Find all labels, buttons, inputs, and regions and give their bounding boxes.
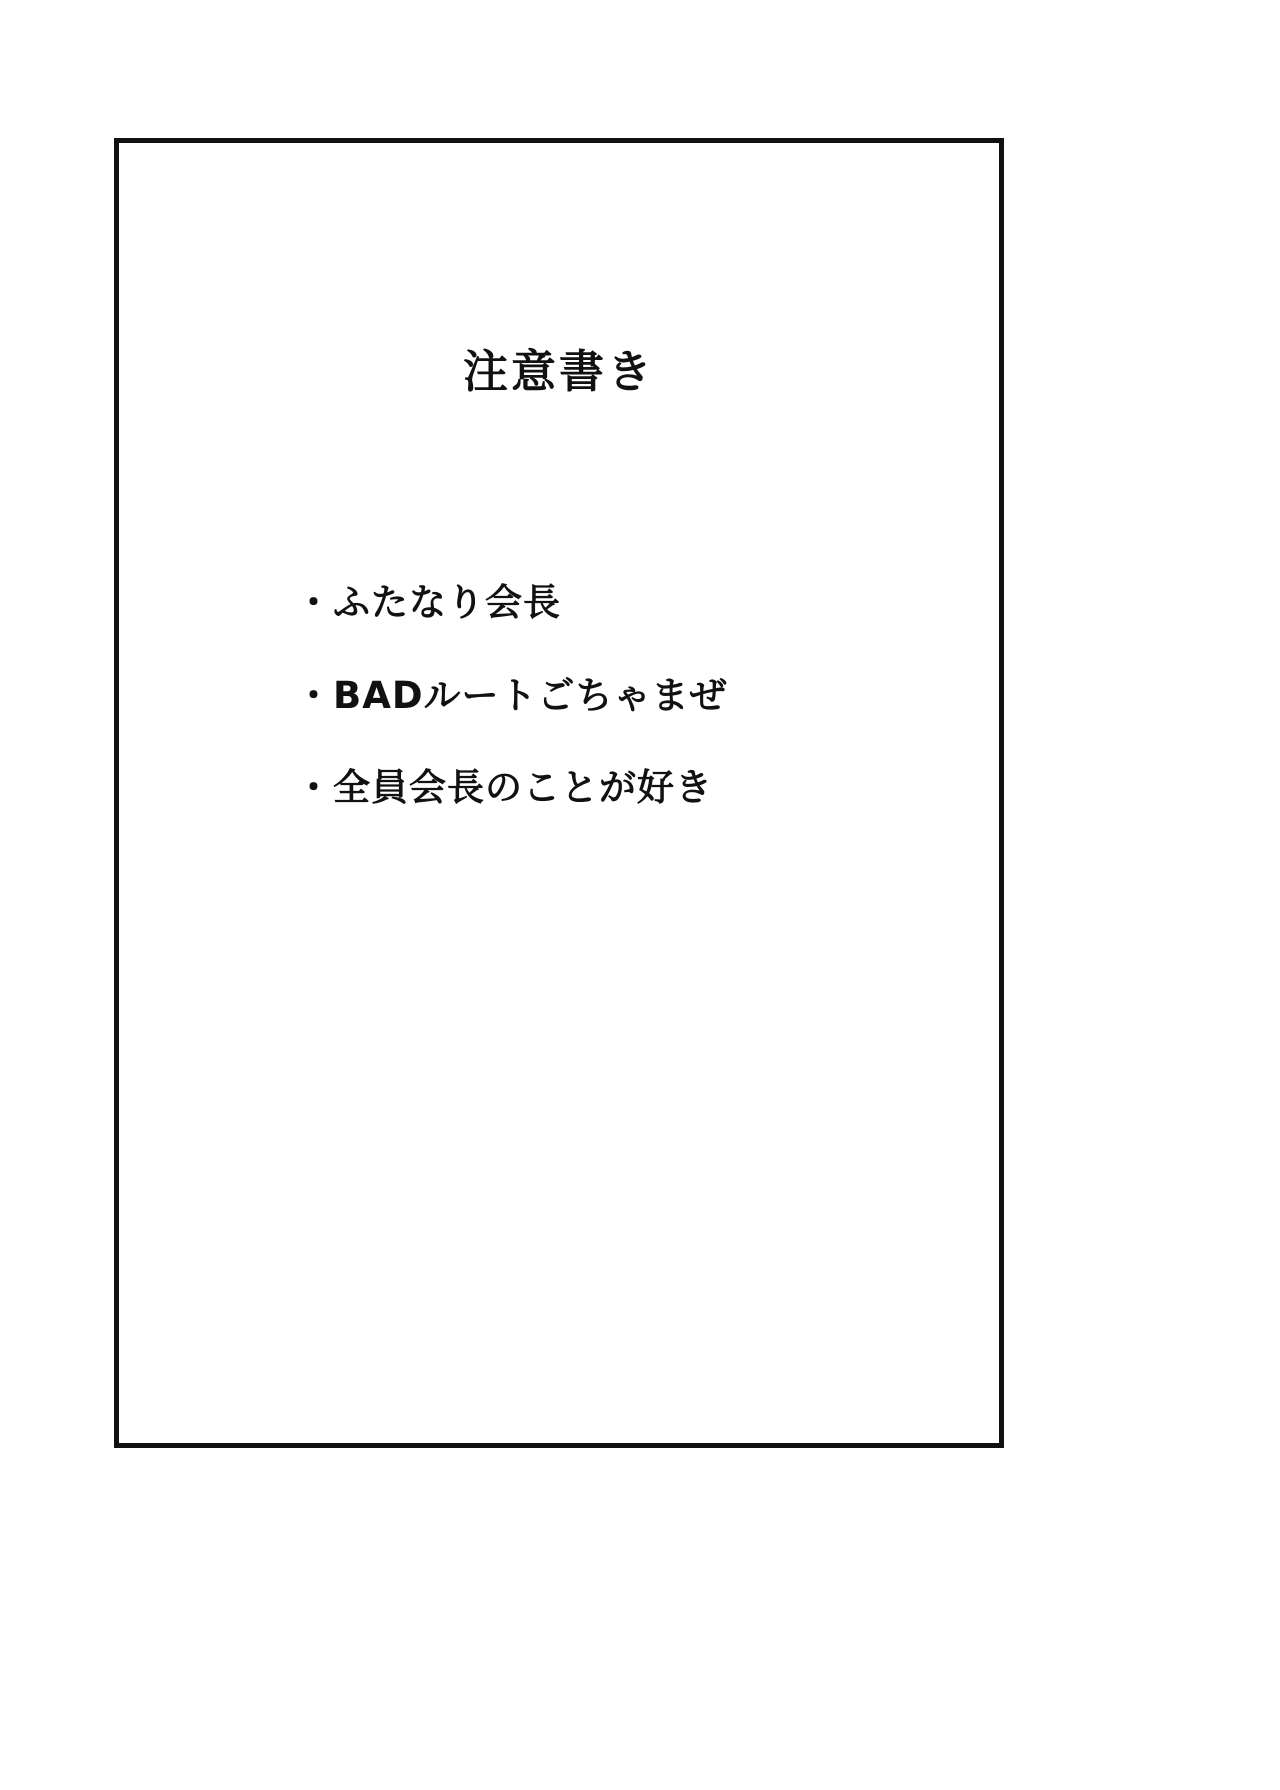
notes-list xyxy=(295,583,955,809)
page-border-frame xyxy=(114,138,1004,1448)
page-title: 注意書き xyxy=(462,345,655,399)
list-item: ・ふたなり会長 xyxy=(295,581,561,624)
list-item: ・BADルートごちゃまぜ xyxy=(295,673,728,717)
list-item: ・全員会長のことが好き xyxy=(295,766,713,810)
